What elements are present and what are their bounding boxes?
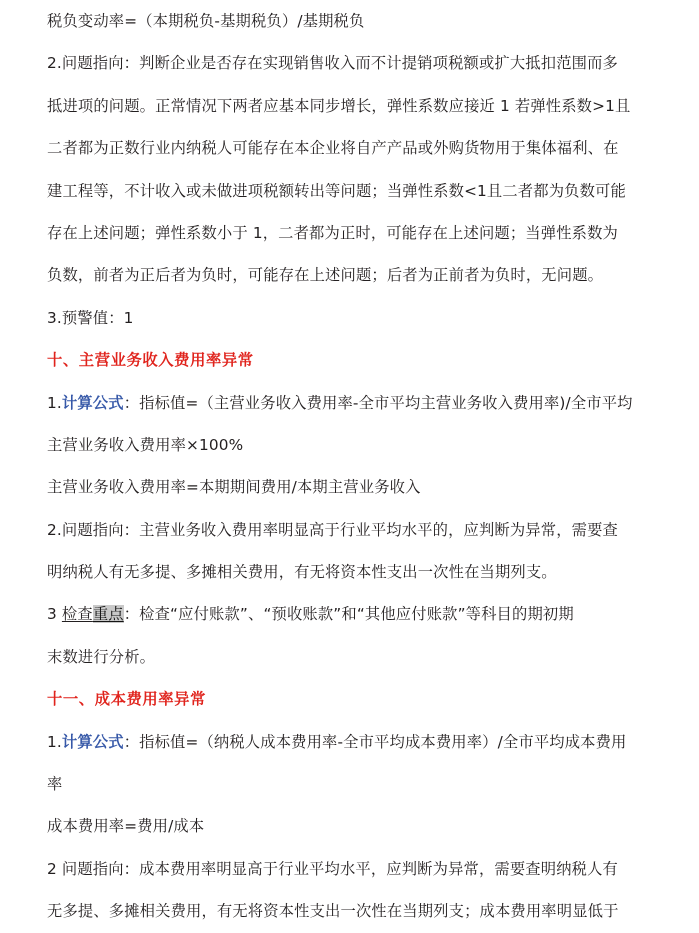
formula-index: 1.: [47, 732, 62, 751]
warning-value-line: 3.预警值：1: [47, 308, 134, 327]
paragraph-line: 2 问题指向：成本费用率明显高于行业平均水平，应判断为异常，需要查明纳税人有: [47, 859, 618, 878]
formula-label: 计算公式: [61, 732, 124, 751]
section-heading-eleven: 十一、成本费用率异常: [47, 690, 206, 709]
paragraph-line: 无多提、多摊相关费用，有无将资本性支出一次性在当期列支；成本费用率明显低于: [47, 902, 619, 921]
paragraph-line: 税负变动率=（本期税负-基期税负）/基期税负: [47, 12, 365, 30]
checkpoint-label-highlight: 重点: [92, 605, 124, 624]
checkpoint-index: 3: [47, 605, 62, 624]
paragraph-line: 负数，前者为正后者为负时，可能存在上述问题；后者为正前者为负时，无问题。: [47, 266, 604, 285]
formula-label: 计算公式: [61, 393, 124, 412]
paragraph-line: 二者都为正数行业内纳税人可能存在本企业将自产产品或外购货物用于集体福利、在: [47, 139, 619, 158]
paragraph-line: 成本费用率=费用/成本: [47, 817, 205, 836]
document-body: [47, 0, 659, 933]
paragraph-line: 建工程等，不计收入或未做进项税额转出等问题；当弹性系数<1且二者都为负数可能: [47, 181, 626, 200]
checkpoint-line: [47, 593, 659, 635]
formula-line-ten: [47, 382, 659, 424]
paragraph-line: 率: [47, 775, 63, 794]
formula-index: 1.: [47, 393, 62, 412]
formula-expression: ：指标值=（纳税人成本费用率-全市平均成本费用率）/全市平均成本费用: [123, 732, 627, 751]
checkpoint-label-part1: 检查: [61, 605, 93, 624]
paragraph-line: 抵进项的问题。正常情况下两者应基本同步增长，弹性系数应接近 1 若弹性系数>1且: [47, 96, 631, 115]
paragraph-line: 主营业务收入费用率=本期期间费用/本期主营业务收入: [47, 478, 421, 497]
paragraph-line: 存在上述问题；弹性系数小于 1，二者都为正时，可能存在上述问题；当弹性系数为: [47, 223, 618, 242]
paragraph-line: 2.问题指向：判断企业是否存在实现销售收入而不计提销项税额或扩大抵扣范围而多: [47, 54, 618, 73]
paragraph-line: 主营业务收入费用率×100%: [47, 435, 244, 454]
section-heading-ten: 十、主营业务收入费用率异常: [47, 351, 254, 370]
paragraph-line: 末数进行分析。: [47, 647, 156, 666]
formula-expression: ：指标值=（主营业务收入费用率-全市平均主营业务收入费用率)/全市平均: [123, 393, 633, 412]
paragraph-line: 2.问题指向：主营业务收入费用率明显高于行业平均水平的，应判断为异常，需要查: [47, 520, 618, 539]
formula-line-eleven: [47, 721, 659, 763]
paragraph-line: 明纳税人有无多提、多摊相关费用，有无将资本性支出一次性在当期列支。: [47, 563, 557, 582]
checkpoint-text: ：检查“应付账款”、“预收账款”和“其他应付账款”等科目的期初期: [123, 605, 574, 624]
